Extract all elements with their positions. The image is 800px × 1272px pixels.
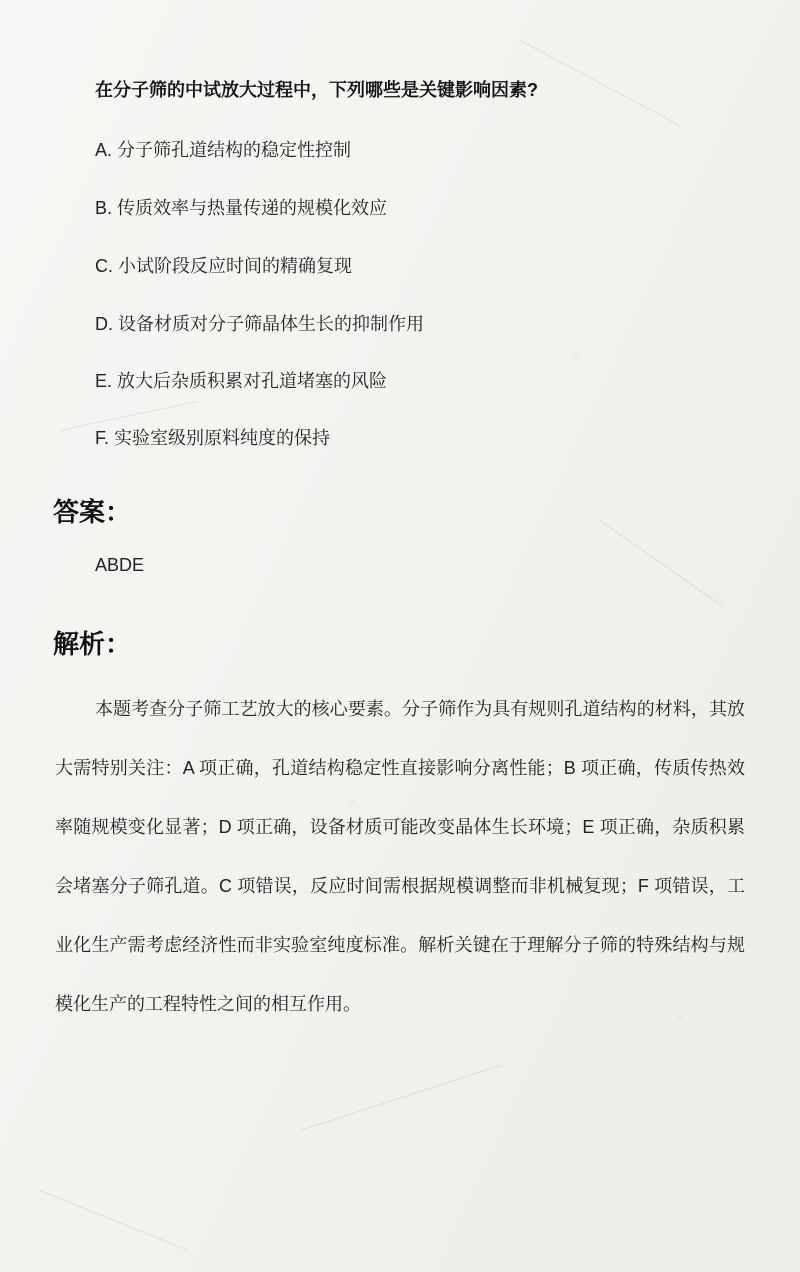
analysis-paragraph: 本题考查分子筛工艺放大的核心要素。分子筛作为具有规则孔道结构的材料，其放大需特别关注：A 项正确，孔道结构稳定性直接影响分离性能；B 项正确，传质传热效率随规模变化显著；D 项正确，设备材质可能改变晶体生长环境；E 项正确，杂质积累会堵塞分子筛孔道。C 项错误，反应时间需根据规模调整而非机械复现；F 项错误，工业化生产需考虑经济性而非实验室纯度标准。解析关键在于理解分子筛的特殊结构与规模化生产的工程特性之间的相互作用。 <box>55 699 745 1014</box>
option-d: D. 设备材质对分子筛晶体生长的抑制作用 <box>95 314 424 334</box>
option-e: E. 放大后杂质积累对孔道堵塞的风险 <box>95 371 388 391</box>
paper-texture-fiber <box>300 1065 500 1131</box>
analysis-heading: 解析： <box>53 629 132 659</box>
option-b: B. 传质效率与热量传递的规模化效应 <box>95 198 388 218</box>
paper-texture-fiber <box>520 40 679 125</box>
option-f: F. 实验室级别原料纯度的保持 <box>95 428 331 448</box>
paper-texture-fiber <box>40 1190 189 1251</box>
paper-texture-fiber <box>600 520 723 607</box>
option-a: A. 分子筛孔道结构的稳定性控制 <box>95 140 352 160</box>
question-text: 在分子筛的中试放大过程中，下列哪些是关键影响因素? <box>95 80 538 100</box>
answer-text: ABDE <box>95 555 145 575</box>
answer-heading: 答案： <box>53 497 132 527</box>
option-c: C. 小试阶段反应时间的精确复现 <box>95 256 352 276</box>
